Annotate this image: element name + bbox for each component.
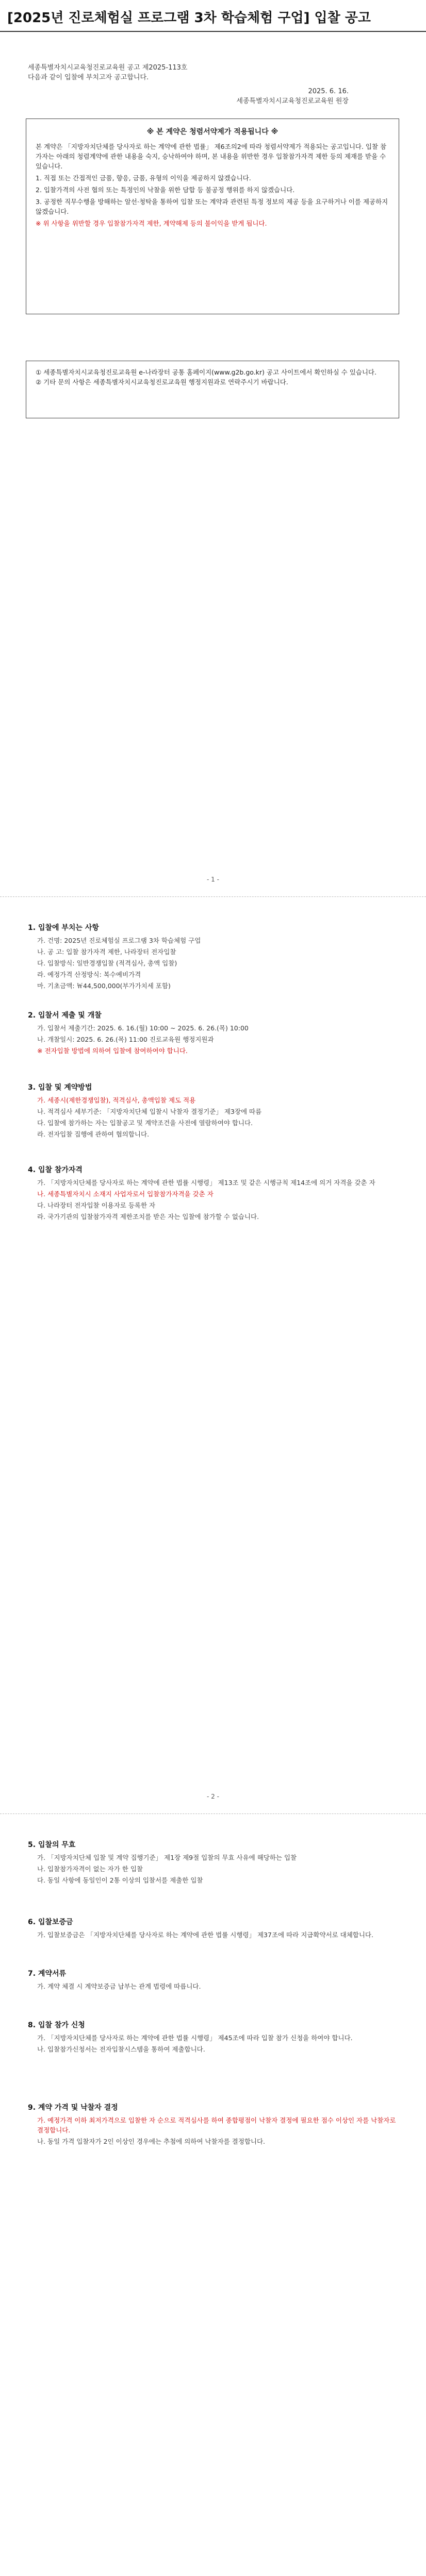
- section-line: 라. 예정가격 산정방식: 복수예비가격: [37, 971, 141, 978]
- section-5: [28, 1839, 399, 1887]
- section-line: 나. 동일 가격 입찰자가 2인 이상인 경우에는 추첨에 의하여 낙찰자를 결정합니다.: [37, 2138, 266, 2145]
- section-line: 다. 입찰에 참가하는 자는 입찰공고 및 계약조건을 사전에 열람하여야 합니다.: [37, 1119, 253, 1127]
- section-heading: 2. 입찰서 제출 및 개찰: [28, 1011, 102, 1020]
- section-8: [28, 2020, 399, 2056]
- section-2: [28, 1010, 399, 1057]
- notice-paragraph: 1. 직접 또는 간접적인 금품, 향응, 금품, 유형의 이익을 제공하지 않겠습니다.: [36, 174, 251, 182]
- section-heading: 9. 계약 가격 및 낙찰자 결정: [28, 2104, 118, 2112]
- section-line: 다. 동일 사항에 동일인이 2통 이상의 입찰서를 제출한 입찰: [37, 1876, 203, 1884]
- section-heading: 1. 입찰에 부치는 사항: [28, 924, 99, 932]
- section-line: 가. 「지방자치단체 입찰 및 계약 집행기준」 제1장 제9절 입찰의 무효 사유에 해당하는 입찰: [37, 1854, 297, 1861]
- issuer: 세종특별자치시교육청진로교육원 원장: [236, 97, 349, 105]
- section-line: 가. 건명: 2025년 진로체험실 프로그램 3차 학습체험 구업: [37, 937, 201, 944]
- section-line: 나. 개찰일시: 2025. 6. 26.(목) 11:00 진로교육원 행정지원과: [37, 1036, 214, 1043]
- section-line: 나. 입찰참가신청서는 전자입찰시스템을 통하여 제출합니다.: [37, 2045, 205, 2053]
- section-line: 가. 예정가격 이하 최저가격으로 입찰한 자 순으로 적격심사를 하여 종합평점이 낙찰자 결정에 필요한 점수 이상인 자를 낙찰자로 결정합니다.: [37, 2116, 396, 2134]
- section-line: 다. 입찰방식: 일반경쟁입찰 (적격심사, 총액 입찰): [37, 959, 177, 967]
- notice-heading: ※ 본 계약은 청렴서약제가 적용됩니다 ※: [146, 128, 278, 136]
- info-line: ② 기타 문의 사항은 세종특별자치시교육청진로교육원 행정지원과로 연락주시기 바랍니다.: [36, 378, 288, 386]
- info-line: ① 세종특별자치시교육청진로교육원 e-나라장터 공통 홈페이지(www.g2b.go.kr) 공고 사이트에서 확인하실 수 있습니다.: [36, 368, 376, 376]
- notice-paragraph: 본 계약은 「지방자치단체를 당사자로 하는 계약에 관한 법률」 제6조의2에 따라 청렴서약제가 적용되는 공고입니다. 입찰 참가자는 아래의 청렴계약에 관한 내용을 숙지, 승낙하여야 하며, 본 내용을 위반한 경우 입찰참가자격 제한 등의 제재를 받을 수 있습니다.: [36, 143, 387, 170]
- issue-date: 2025. 6. 16.: [308, 88, 349, 95]
- section-line: 다. 나라장터 전자입찰 이용자로 등록한 자: [37, 1201, 156, 1209]
- info-box: [26, 361, 399, 418]
- section-line: 가. 「지방자치단체를 당사자로 하는 계약에 관한 법률 시행령」 제45조에 따라 입찰 참가 신청을 하여야 합니다.: [37, 2034, 353, 2042]
- integrity-notice-box: [26, 118, 399, 314]
- section-heading: 3. 입찰 및 계약방법: [28, 1083, 92, 1092]
- section-heading: 6. 입찰보증금: [28, 1918, 73, 1926]
- section-line: 나. 입찰참가자격이 없는 자가 한 입찰: [37, 1865, 143, 1873]
- intro: [28, 63, 317, 82]
- page-divider: [0, 896, 426, 897]
- section-1: [28, 922, 399, 992]
- section-heading: 7. 계약서류: [28, 1970, 67, 1978]
- section-heading: 4. 입찰 참가자격: [28, 1166, 83, 1174]
- page-number: - 2 -: [207, 1793, 219, 1800]
- section-line: 가. 세종시(제한경쟁입찰), 적격심사, 총액입찰 제도 적용: [37, 1096, 196, 1104]
- section-line: ※ 전자입찰 방법에 의하여 입찰에 참여하여야 합니다.: [37, 1047, 188, 1055]
- section-line: 나. 공 고: 입찰 참가자격 제한, 나라장터 전자입찰: [37, 948, 176, 956]
- notice-paragraph: 3. 공정한 직무수행을 방해하는 알선·청탁을 통하여 입찰 또는 계약과 관련된 특정 정보의 제공 등을 요구하거나 이를 제공하지 않겠습니다.: [36, 198, 388, 215]
- section-line: 마. 기초금액: ￦44,500,000(부가가치세 포함): [37, 982, 171, 990]
- section-line: 라. 전자입찰 집행에 관하여 협의합니다.: [37, 1130, 150, 1138]
- page-title: [2025년 진로체험실 프로그램 3차 학습체험 구업] 입찰 공고: [7, 10, 371, 26]
- intro-line: 세종특별자치시교육청진로교육원 공고 제2025-113호: [28, 64, 188, 72]
- section-6: [28, 1917, 399, 1941]
- section-line: 가. 입찰보증금은 「지방자치단체를 당사자로 하는 계약에 관한 법률 시행령」 제37조에 따라 지급확약서로 대체합니다.: [37, 1931, 373, 1939]
- section-line: 가. 계약 체결 시 계약보증금 납부는 관계 법령에 따릅니다.: [37, 1982, 201, 1990]
- notice-paragraph: 2. 입찰가격의 사전 협의 또는 특정인의 낙찰을 위한 담합 등 불공정 행위를 하지 않겠습니다.: [36, 186, 295, 194]
- section-line: 라. 국가기관의 입찰참가자격 제한조치를 받은 자는 입찰에 참가할 수 없습니다.: [37, 1213, 259, 1221]
- section-line: 가. 「지방자치단체를 당사자로 하는 계약에 관한 법률 시행령」 제13조 및 같은 시행규칙 제14조에 의거 자격을 갖춘 자: [37, 1179, 375, 1187]
- section-line: 나. 적격심사 세부기준: 「지방자치단체 입찰시 낙찰자 결정기준」 제3장에 따름: [37, 1108, 262, 1115]
- section-9: [28, 2102, 399, 2148]
- page-number: - 1 -: [207, 876, 219, 883]
- issue-meta: [236, 87, 349, 106]
- notice-warning: ※ 위 사항을 위반할 경우 입찰참가자격 제한, 계약해제 등의 불이익을 받게 됩니다.: [36, 219, 267, 227]
- section-7: [28, 1968, 399, 1993]
- section-heading: 8. 입찰 참가 신청: [28, 2021, 85, 2029]
- section-line: 가. 입찰서 제출기간: 2025. 6. 16.(월) 10:00 ~ 2025. 6. 26.(목) 10:00: [37, 1024, 249, 1032]
- section-line: 나. 세종특별자치시 소재지 사업자로서 입찰참가자격을 갖춘 자: [37, 1190, 214, 1198]
- section-4: [28, 1164, 399, 1223]
- intro-line: 다음과 같이 입찰에 부치고자 공고합니다.: [28, 74, 149, 81]
- section-heading: 5. 입찰의 무효: [28, 1841, 76, 1849]
- section-3: [28, 1082, 399, 1141]
- title-bar: [0, 0, 426, 32]
